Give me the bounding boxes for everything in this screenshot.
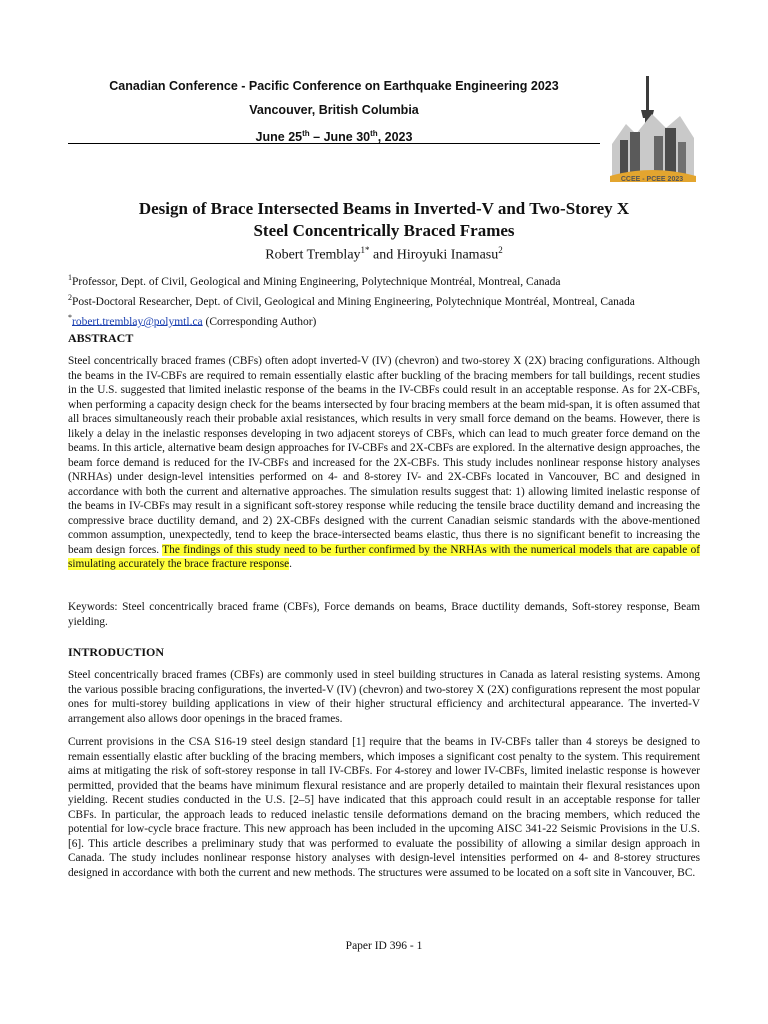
introduction-heading: INTRODUCTION	[68, 645, 165, 659]
paper-title	[60, 198, 708, 242]
author-1: Robert Tremblay	[265, 247, 361, 263]
highlighted-text: The findings of this study need to be further confirmed by the NRHAs with the numerical models that are capable of simulating accurately the brace fracture response	[68, 543, 701, 570]
conference-name: Canadian Conference - Pacific Conference on Earthquake Engineering 2023	[109, 79, 559, 93]
logo-caption: CCEE - PCEE 2023	[620, 176, 684, 183]
conference-dates: June 25th – June 30th, 2023	[255, 129, 413, 145]
title-line-2: Steel Concentrically Braced Frames	[253, 221, 515, 240]
introduction-paragraph-1: Steel concentrically braced frames (CBFs) are commonly used in steel building structures in Canada as lateral resisting systems. Among the various possible bracing configurations, the inverted-V (IV) (chevron) and two-storey X (2X) configurations represent the most popular ones for multi-storey building applications in view of their higher structural efficiency and architectural appearance. The inverted-V arrangement also allows door openings in the braced frames.	[68, 669, 700, 725]
conference-header	[68, 74, 600, 149]
introduction-paragraph-2: Current provisions in the CSA S16-19 steel design standard [1] require that the beams in IV-CBFs taller than 4 storeys be designed to remain essentially elastic after buckling of the bracing members, which imposes a significant cost penalty to the system. This requirement aims at mitigating the risk of soft-storey response in tall IV-CBFs. For 4-storey and lower IV-CBFs, limited inelastic response is however permitted, provided that the beams have minimum flexural resistance and are properly detailed to maintain their flexural resistances upon yielding. Recent studies conducted in the U.S. [2–5] have indicated that this approach could result in an acceptable response for taller CBFs. In particular, the approach leads to reduced inelastic tensile deformations demand on the bracing members, which reduced the potential for low-cycle brace fracture. This new approach has been included in the upcoming AISC 341-22 Seismic Provisions in the U.S. [6]. This article describes a preliminary study that was performed to evaluate the possibility of allowing a similar design approach in Canada. The study includes nonlinear response history analyses with design-level intensities performed on 4- and 8-storey structures designed in accordance with both the current and new methods. The structures were assumed to be located on a soft site in Vancouver, BC.	[68, 736, 700, 879]
affiliation-2: $^2$Post-Doctoral Researcher, Dept. of Civil, Geological and Mining Engineering, Polytechnique Montréal, Montreal, Canada	[68, 292, 635, 308]
affiliation-1: $^1$Professor, Dept. of Civil, Geological and Mining Engineering, Polytechnique Montréal, Montreal, Canada	[68, 273, 561, 288]
conference-location: Vancouver, British Columbia	[249, 103, 419, 117]
author-2: Hiroyuki Inamasu	[396, 247, 499, 263]
page-footer: Paper ID 396 - 1	[345, 940, 423, 952]
abstract-text: Steel concentrically braced frames (CBFs) often adopt inverted-V (IV) (chevron) and two-storey X (2X) bracing configurations. Although the beams in the IV-CBFs are required to remain essentially elastic after buckling of the bracing members for tall buildings, recent studies in the U.S. suggested that limited inelastic response of the beams in the IV-CBFs could result in an acceptable response. As for 2X-CBFs, when performing a capacity design check for the beams intersected by four bracing members at the beam mid-span, it is often assumed that all braces simultaneously reach their probable axial resistances, which results in very small force demand on the beams. However, there is likely a delay in the inelastic responses developing in two adjacent storeys of CBFs, which can lead to much greater force demand on the beams. In this article, alternative beam design approaches for IV-CBFs and 2X-CBFs are explored. In the alternative design approaches, the beam force demand is reduced for the IV-CBFs and increased for the 2X-CBFs. This study includes nonlinear response history analyses (NRHAs) under design-level intensities performed on 4- and 8-storey IV- and 2X-CBFs located in Vancouver, BC and designed in accordance with both the current and alternative approaches. The simulation results suggest that: 1) allowing limited inelastic response of the beams in IV-CBFs may result in a significant soft-storey response while reducing the tensile brace ductility demand and increasing the compressive brace ductility demand, and 2) 2X-CBFs designed with the current Canadian seismic standards with the above-mentioned common assumption, unexpectedly, tend to keep the brace-intersected beams elastic, thus there is no significant benefit to increasing the beam design forces. The findings of this study need to be further confirmed by the NRHAs with the numerical models that are capable of simulating accurately the brace fracture response.	[68, 355, 701, 570]
abstract-heading: ABSTRACT	[68, 331, 134, 345]
keywords: Keywords: Steel concentrically braced frame (CBFs), Force demands on beams, Brace ductility demands, Soft-storey response, Beam yielding.	[68, 601, 700, 628]
author-list: Robert Tremblay$^{1*}$ and Hiroyuki Inamasu$^2$	[265, 245, 503, 263]
title-line-1: Design of Brace Intersected Beams in Inverted-V and Two-Storey X	[138, 199, 630, 218]
corresponding-author: *robert.tremblay@polymtl.ca (Corresponding Author)	[68, 312, 317, 328]
email-link[interactable]: robert.tremblay@polymtl.ca	[72, 315, 203, 328]
vancouver-skyline-logo-icon	[606, 70, 698, 190]
affiliations	[68, 270, 708, 329]
header-rule	[68, 143, 600, 144]
